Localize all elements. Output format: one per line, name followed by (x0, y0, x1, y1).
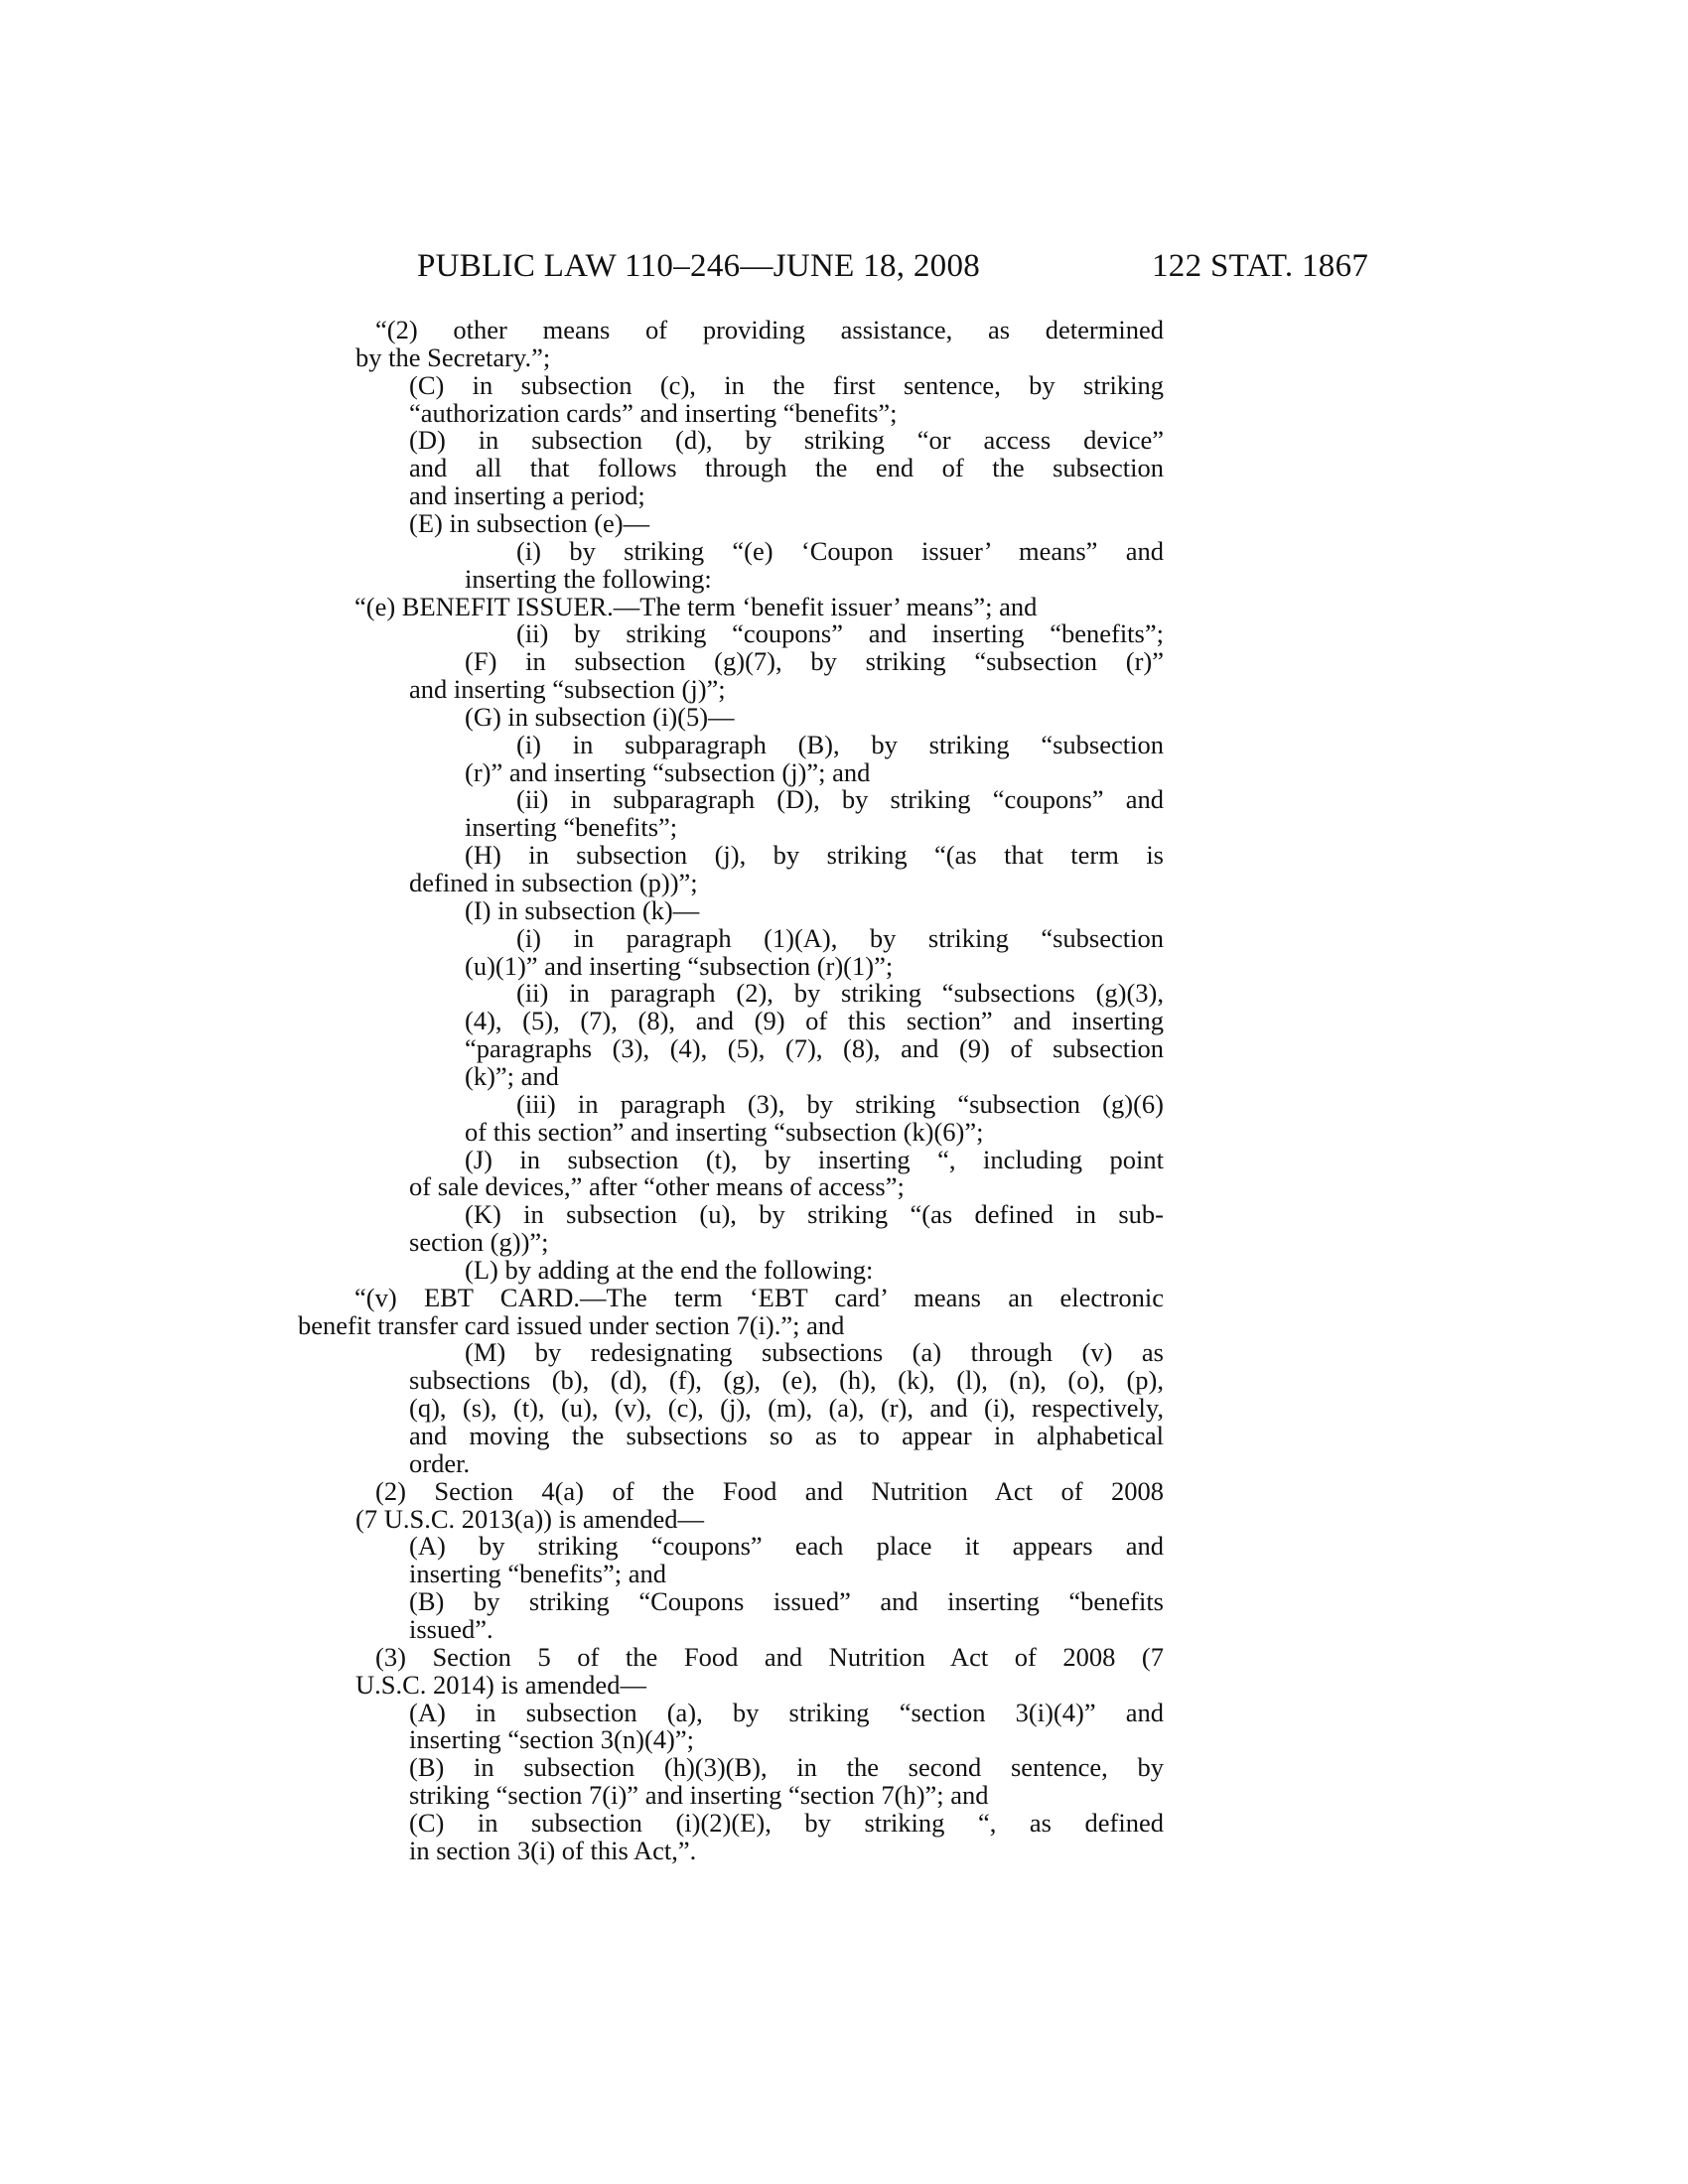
page-stat-number: 122 STAT. 1867 (1152, 248, 1369, 284)
text-line: inserting “benefits”; and (409, 1559, 667, 1588)
text-line: (G) in subsection (i)(5)— (465, 702, 735, 732)
text-line: “paragraphs (3), (4), (5), (7), (8), and (9) of subsection (465, 1033, 1164, 1063)
text-line: subsections (b), (d), (f), (g), (e), (h), (k), (l), (n), (o), (p), (409, 1365, 1164, 1395)
text-line: issued”. (409, 1614, 493, 1644)
text-line: benefit transfer card issued under section 7(i).”; and (298, 1310, 845, 1340)
text-line: and inserting “subsection (j)”; (409, 674, 726, 704)
text-line: (E) in subsection (e)— (409, 508, 650, 538)
text-line: striking “section 7(i)” and inserting “section 7(h)”; and (409, 1780, 989, 1810)
text-line: (ii) in subparagraph (D), by striking “coupons” and (516, 784, 1164, 814)
text-line: (4), (5), (7), (8), and (9) of this section” and inserting (465, 1006, 1164, 1035)
text-line: and moving the subsections so as to appear in alphabetical (409, 1421, 1164, 1450)
text-line: (i) by striking “(e) ‘Coupon issuer’ means” and (516, 536, 1164, 566)
text-line: (A) in subsection (a), by striking “section 3(i)(4)” and (409, 1698, 1164, 1727)
text-line: and all that follows through the end of the subsection (409, 453, 1164, 482)
text-line: order. (409, 1448, 471, 1478)
running-header-title: PUBLIC LAW 110–246—JUNE 18, 2008 (417, 248, 981, 284)
text-line: “(v) EBT CARD.—The term ‘EBT card’ means an electronic (354, 1283, 1164, 1312)
text-line: by the Secretary.”; (355, 342, 551, 372)
text-line: (B) by striking “Coupons issued” and inserting “benefits (409, 1586, 1164, 1616)
text-line: “(2) other means of providing assistance, as determined (375, 315, 1164, 344)
text-line: and inserting a period; (409, 480, 645, 510)
text-line: (q), (s), (t), (u), (v), (c), (j), (m), (a), (r), and (i), respectively, (409, 1393, 1164, 1423)
text-line: (F) in subsection (g)(7), by striking “subsection (r)” (465, 646, 1164, 676)
text-line: (iii) in paragraph (3), by striking “subsection (g)(6) (516, 1089, 1164, 1119)
text-line: (L) by adding at the end the following: (465, 1255, 874, 1285)
text-line: (ii) in paragraph (2), by striking “subsections (g)(3), (516, 978, 1164, 1008)
text-line: inserting “section 3(n)(4)”; (409, 1724, 694, 1754)
text-line: (7 U.S.C. 2013(a)) is amended— (355, 1504, 705, 1534)
text-line: (B) in subsection (h)(3)(B), in the second sentence, by (409, 1752, 1164, 1782)
text-line: (D) in subsection (d), by striking “or access device” (409, 425, 1164, 455)
text-line: “(e) BENEFIT ISSUER.—The term ‘benefit issuer’ means”; and (354, 592, 1038, 621)
text-line: in section 3(i) of this Act,”. (409, 1836, 697, 1865)
text-line: (ii) by striking “coupons” and inserting “benefits”; (516, 618, 1164, 648)
text-line: (I) in subsection (k)— (465, 895, 700, 925)
text-line: (3) Section 5 of the Food and Nutrition Act of 2008 (7 (375, 1642, 1164, 1672)
text-line: of sale devices,” after “other means of access”; (409, 1171, 905, 1201)
text-line: (r)” and inserting “subsection (j)”; and (465, 757, 871, 787)
text-line: (A) by striking “coupons” each place it appears and (409, 1531, 1164, 1561)
text-line: (k)”; and (465, 1061, 559, 1091)
text-line: defined in subsection (p))”; (409, 868, 698, 897)
text-line: (C) in subsection (i)(2)(E), by striking “, as defined (409, 1808, 1164, 1838)
text-line: (i) in subparagraph (B), by striking “subsection (516, 730, 1164, 759)
text-line: (C) in subsection (c), in the first sentence, by striking (409, 370, 1164, 400)
text-line: (u)(1)” and inserting “subsection (r)(1)”; (465, 951, 894, 981)
text-line: (2) Section 4(a) of the Food and Nutrition Act of 2008 (375, 1476, 1164, 1506)
text-line: “authorization cards” and inserting “benefits”; (409, 398, 898, 428)
text-line: inserting the following: (465, 564, 712, 594)
text-line: (K) in subsection (u), by striking “(as defined in sub- (465, 1199, 1164, 1229)
text-line: (J) in subsection (t), by inserting “, including point (465, 1145, 1164, 1174)
text-line: (M) by redesignating subsections (a) through (v) as (465, 1337, 1164, 1367)
text-line: (i) in paragraph (1)(A), by striking “subsection (516, 923, 1164, 953)
text-line: U.S.C. 2014) is amended— (355, 1670, 646, 1700)
text-line: (H) in subsection (j), by striking “(as that term is (465, 840, 1164, 870)
text-line: section (g))”; (409, 1227, 549, 1257)
text-line: inserting “benefits”; (465, 812, 678, 842)
text-line: of this section” and inserting “subsection (k)(6)”; (465, 1117, 984, 1147)
